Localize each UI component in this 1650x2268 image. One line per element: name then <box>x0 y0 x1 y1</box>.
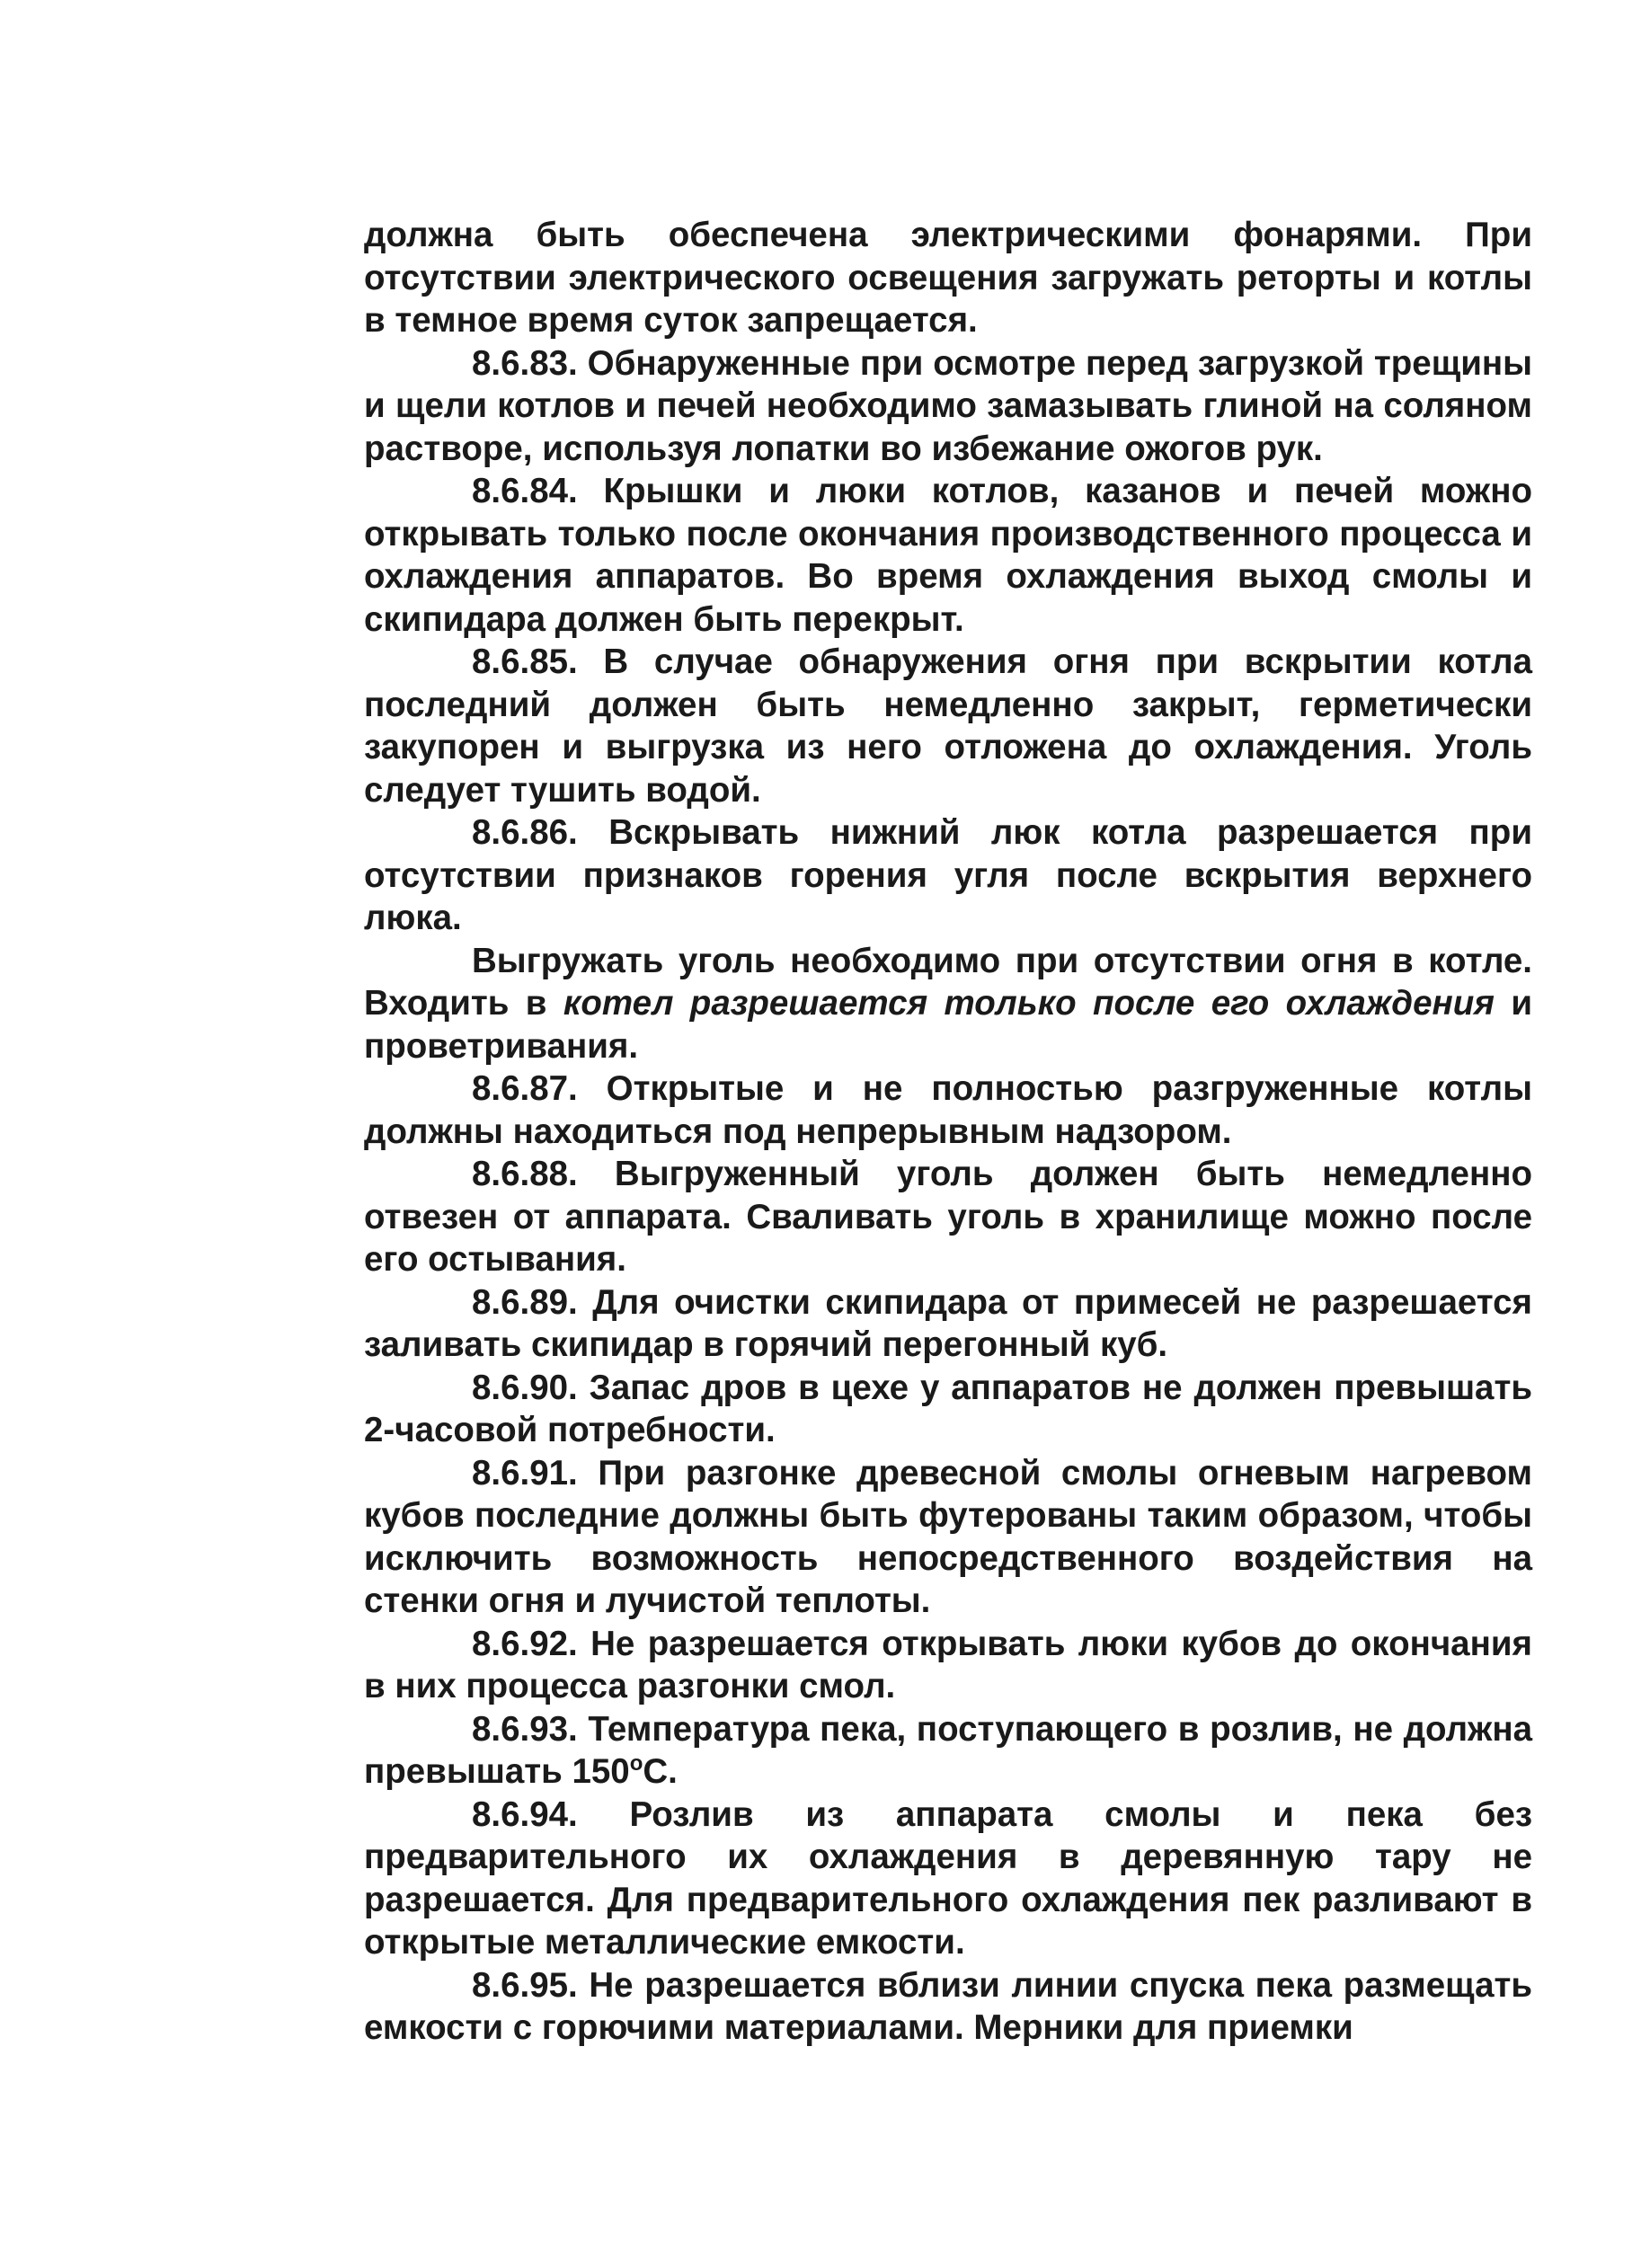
degree-superscript: о <box>629 1751 643 1776</box>
paragraph-8-6-95: 8.6.95. Не разрешается вблизи линии спуска пека размещать емкости с горючими материалами. Мерники для приемки <box>364 1965 1532 2047</box>
paragraph-8-6-88: 8.6.88. Выгруженный уголь должен быть немедленно отвезен от аппарата. Сваливать уголь в хранилище можно после его остывания. <box>364 1155 1532 1279</box>
paragraph-8-6-87: 8.6.87. Открытые и не полностью разгруженные котлы должны находиться под непрерывным надзором. <box>364 1069 1532 1151</box>
text-segment: 8.6.93. Температура пека, поступающего в розлив, не должна превышать 150 <box>364 1709 1532 1791</box>
text-segment: и проветривания. <box>364 984 1532 1066</box>
text-segment: Выгружать уголь необходимо при отсутствии огня в котле. Входить в <box>364 941 1532 1023</box>
paragraph-8-6-90: 8.6.90. Запас дров в цехе у аппаратов не должен превышать 2-часовой потребности. <box>364 1368 1532 1449</box>
paragraph-8-6-85: 8.6.85. В случае обнаружения огня при вскрытии котла последний должен быть немедленно закрыт, герметически закупорен и выгрузка из него отложена до охлаждения. Уголь следует тушить водой. <box>364 642 1532 810</box>
paragraph-8-6-84: 8.6.84. Крышки и люки котлов, казанов и печей можно открывать только после окончания производственного процесса и охлаждения аппаратов. Во время охлаждения выход смолы и скипидара должен быть перекрыт. <box>364 472 1532 639</box>
paragraph-8-6-83: 8.6.83. Обнаруженные при осмотре перед загрузкой трещины и щели котлов и печей необходимо замазывать глиной на соляном растворе, используя лопатки во избежание ожогов рук. <box>364 343 1532 468</box>
italic-text-segment: котел разрешается только после его охлаждения <box>563 984 1495 1023</box>
text-segment: С. <box>643 1752 678 1791</box>
paragraph-8-6-94: 8.6.94. Розлив из аппарата смолы и пека без предварительного их охлаждения в деревянную тару не разрешается. Для предварительного охлаждения пек разливают в открытые металлические емкости. <box>364 1794 1532 1962</box>
document-page <box>364 214 1532 2050</box>
paragraph-8-6-91: 8.6.91. При разгонке древесной смолы огневым нагревом кубов последние должны быть футерованы таким образом, чтобы исключить возможность непосредственного воздействия на стенки огня и лучистой теплоты. <box>364 1453 1532 1620</box>
paragraph-8-6-86: 8.6.86. Вскрывать нижний люк котла разрешается при отсутствии признаков горения угля после вскрытия верхнего люка. <box>364 813 1532 937</box>
paragraph-8-6-92: 8.6.92. Не разрешается открывать люки кубов до окончания в них процесса разгонки смол. <box>364 1624 1532 1705</box>
paragraph-8-6-86-continued <box>364 940 1532 1068</box>
paragraph-8-6-93 <box>364 1708 1532 1794</box>
paragraph-8-6-89: 8.6.89. Для очистки скипидара от примесей не разрешается заливать скипидар в горячий перегонный куб. <box>364 1282 1532 1364</box>
paragraph-continuation: должна быть обеспечена электрическими фонарями. При отсутствии электрического освещения загружать реторты и котлы в темное время суток запрещается. <box>364 216 1532 340</box>
